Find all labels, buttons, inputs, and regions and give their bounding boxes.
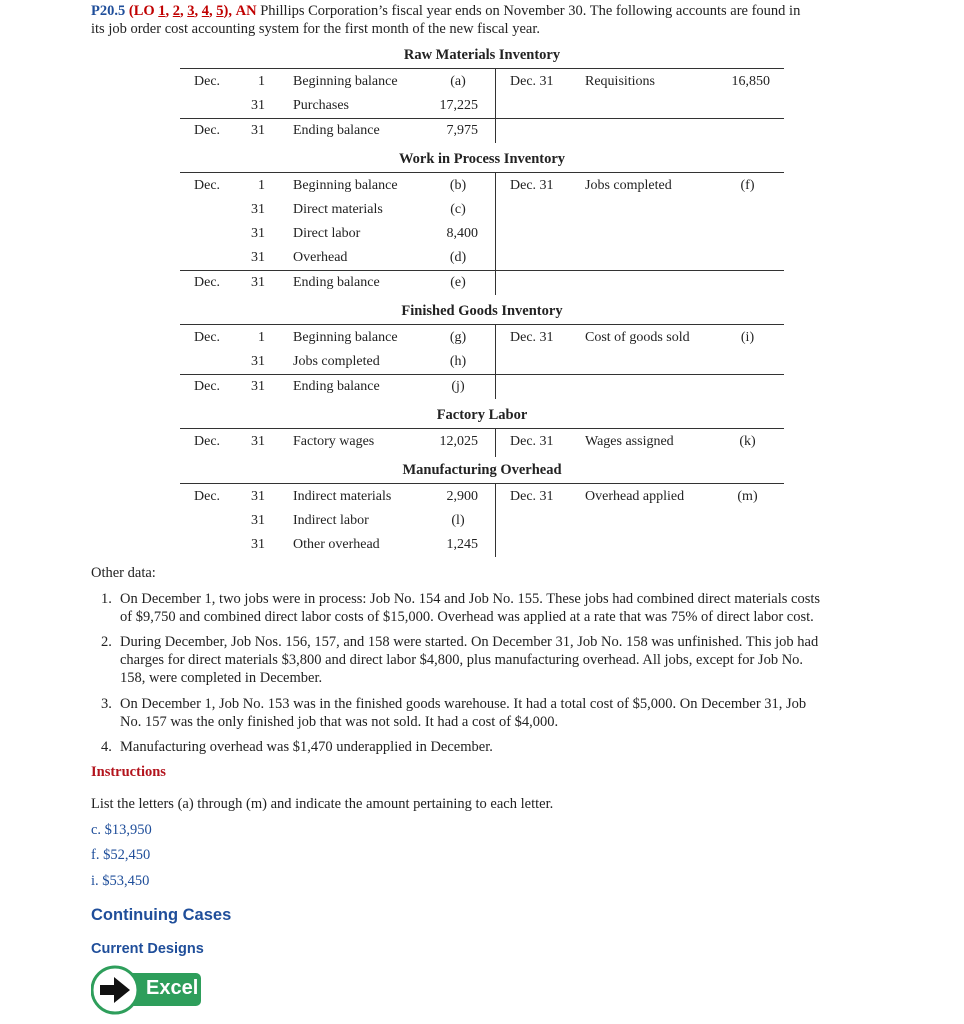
ledger-row: 31 Purchases 17,225: [251, 98, 478, 113]
intro-line-1: Phillips Corporation’s fiscal year ends on November 30. The following accounts are found in: [260, 3, 801, 19]
lo-link-2[interactable]: 2: [172, 3, 181, 19]
ledger-row: 31 Direct materials (c): [251, 202, 466, 217]
ledger-row: 31 Jobs completed (h): [251, 354, 467, 369]
account-title-finished-goods: Finished Goods Inventory: [401, 303, 563, 319]
t-account-factory-labor: [180, 428, 784, 457]
instructions-text: List the letters (a) through (m) and indicate the amount pertaining to each letter.: [91, 796, 554, 812]
page: P20.5 (LO 1, 2, 3, 4, 5), AN Phillips Corporation’s fiscal year ends on November 30. The following accounts are found in its job order cost accounting system for the first month of the new fiscal year. Raw Materials Inventory Dec. 1 Beginning balance (a) Dec. 31 Requisitions 16,850 31 Purchases 17,225 Dec. 31 Ending balance 7,975 Work in Process Inventory Dec. 1 Beginning balance (b) Dec. 31 Jobs completed (f) 31 Direct materials (c) 31 Direct labor 8,400 31 Overhead (d) Dec. 31 Ending balance (e) Finished Goods Inventory Dec. 1 Beginning balance (g) Dec. 31 Cost of goods sold (i) 31 Jobs completed (h) Dec. 31 Ending balance (j) Factory Labor Dec. 31 Factory wages 12,025 Dec. 31 Wages assigned (k) Manufacturing Overhead Dec. 31 Indirect materials 2,900 Dec. 31 Overhead applied (m) 31 Indirect labor (l) 31 Other overhead 1,245 Other data: 1. On December 1, two jobs were in process: Job No. 154 and Job No. 155. These jobs had combined direct materials costs of $9,750 and combined direct labor costs of $15,000. Overhead was applied at a rate that was 75% of direct labor cost. 2. During December, Job Nos. 156, 157, and 158 were started. On December 31, Job No. 158 was unfinished. This job had charges for direct materials $3,800 and direct labor $4,800, plus manufacturing overhead. All jobs, except for Job No. 158, were completed in December. 3. On December 1, Job No. 153 was in the finished goods warehouse. It had a total cost of $5,000. On December 31, Job No. 157 was the only finished job that was not sold. It had a cost of $4,000. 4. Manufacturing overhead was $1,470 underapplied in December. Instructions List the letters (a) through (m) and indicate the amount pertaining to each letter. c. $13,950 f. $52,450 i. $53,450 Continuing Cases Current Designs Excel: [0, 0, 964, 1024]
t-account-raw-materials: [180, 68, 784, 143]
problem-id: P20.5: [91, 3, 126, 19]
ledger-row: 31 Direct labor 8,400: [251, 226, 478, 241]
account-title-factory-labor: Factory Labor: [436, 407, 528, 423]
excel-badge[interactable]: [91, 964, 203, 1016]
account-title-overhead: Manufacturing Overhead: [402, 462, 562, 478]
account-title-wip: Work in Process Inventory: [398, 151, 566, 167]
excel-label: Excel: [146, 977, 199, 999]
ledger-row: Dec. 31 Ending balance 7,975: [194, 123, 478, 138]
lo-link-3[interactable]: 3: [187, 3, 195, 19]
ledger-row: Dec. 1 Beginning balance (g) Dec. 31 Cost of goods sold (i): [194, 330, 755, 345]
current-designs-heading: Current Designs: [91, 941, 204, 957]
ledger-row: Dec. 31 Indirect materials 2,900 Dec. 31 Overhead applied (m): [194, 489, 758, 504]
answer-f: f. $52,450: [91, 847, 151, 863]
ledger-row: 31 Other overhead 1,245: [251, 537, 478, 552]
answer-c: c. $13,950: [91, 822, 152, 838]
account-title-raw-materials: Raw Materials Inventory: [403, 47, 561, 63]
lo-link-4[interactable]: 4: [201, 3, 210, 19]
ledger-row: Dec. 31 Ending balance (j): [194, 379, 465, 394]
intro-line-2: its job order cost accounting system for the first month of the new fiscal year.: [91, 21, 540, 37]
ledger-row: Dec. 31 Ending balance (e): [194, 275, 466, 290]
an-tag: AN: [235, 3, 257, 19]
ledger-row: Dec. 1 Beginning balance (b) Dec. 31 Jobs completed (f): [194, 178, 755, 193]
other-data-heading: Other data:: [91, 565, 156, 581]
lo-link-1[interactable]: 1: [158, 3, 166, 19]
problem-intro: [91, 2, 881, 38]
t-account-wip: [180, 172, 784, 295]
t-account-overhead: [180, 483, 784, 557]
ledger-row: 31 Indirect labor (l): [251, 513, 465, 528]
lo-link-5[interactable]: 5: [216, 3, 224, 19]
learning-objectives: (LO 1, 2, 3, 4, 5),: [128, 3, 232, 19]
ledger-row: 31 Overhead (d): [251, 250, 467, 265]
ledger-row: Dec. 31 Factory wages 12,025 Dec. 31 Wages assigned (k): [194, 434, 756, 449]
ledger-row: Dec. 1 Beginning balance (a) Dec. 31 Requisitions 16,850: [194, 74, 770, 89]
instructions-heading: Instructions: [91, 764, 166, 780]
t-account-finished-goods: [180, 324, 784, 399]
continuing-cases-heading: Continuing Cases: [91, 906, 232, 924]
answer-i: i. $53,450: [91, 873, 150, 889]
